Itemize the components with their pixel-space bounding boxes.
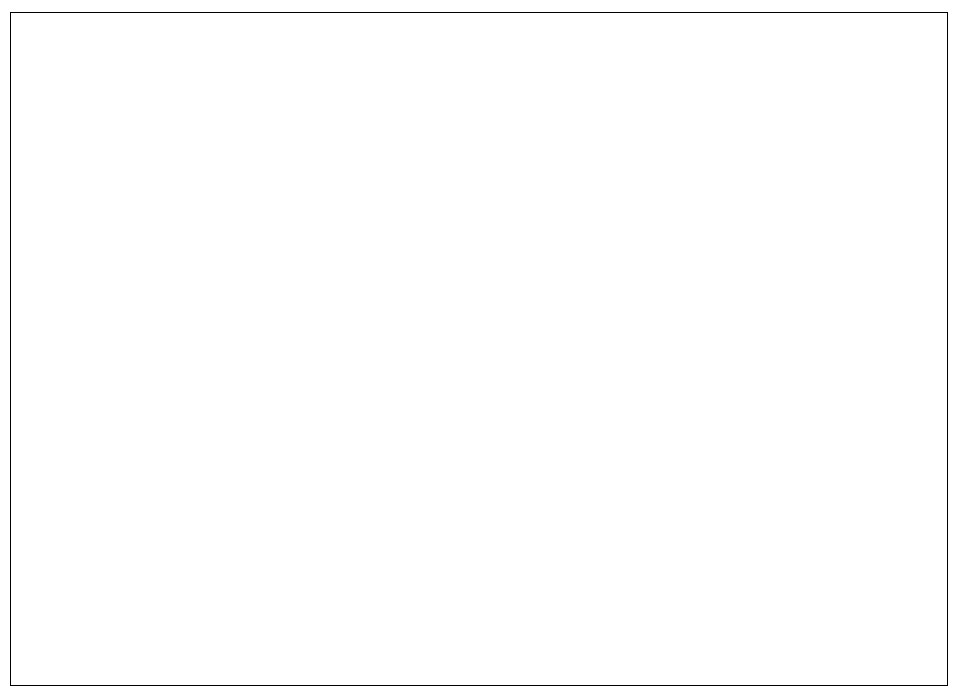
nutrition-label bbox=[10, 12, 948, 686]
